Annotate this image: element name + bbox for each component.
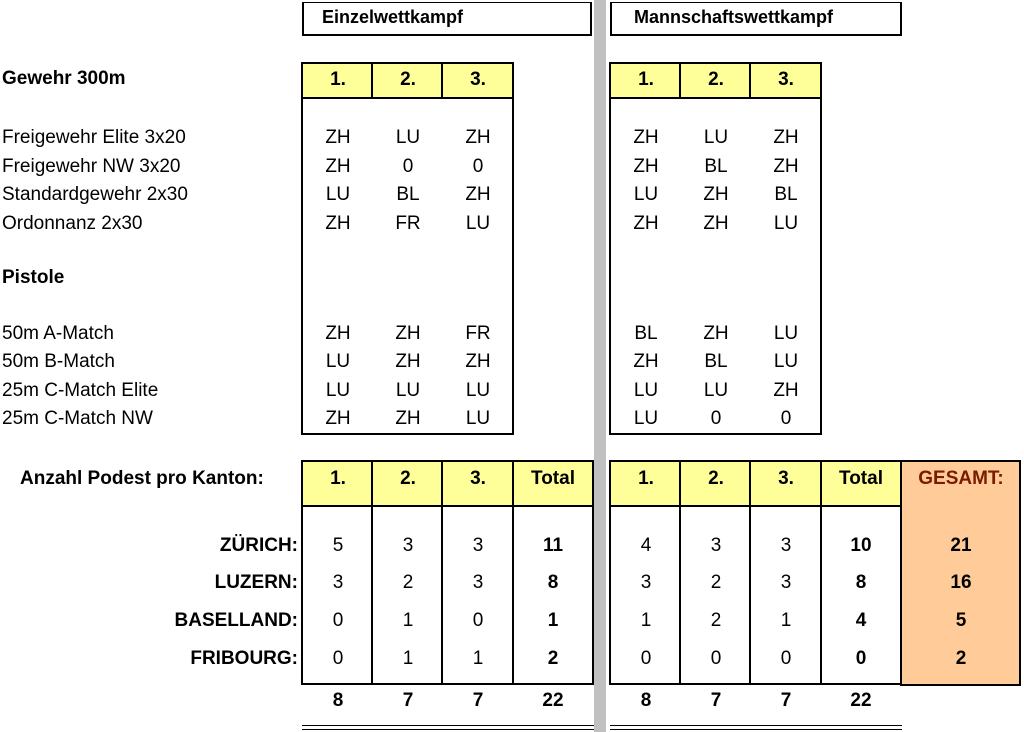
upper-mannschaft-bottom-border: [610, 433, 822, 435]
upper-einzel-header-border: [302, 97, 514, 99]
summary-mannschaft-place-2: 2.: [708, 468, 724, 489]
result-cell: LU: [773, 351, 799, 372]
result-cell: BL: [704, 351, 728, 372]
result-cell: ZH: [633, 127, 659, 148]
count-cell: 3: [780, 572, 792, 593]
count-cell: 0: [710, 648, 722, 669]
result-cell: LU: [633, 380, 659, 401]
count-cell: 2: [402, 572, 414, 593]
column-total: 7: [402, 690, 414, 711]
column-total: 22: [850, 690, 872, 711]
gesamt-cell: 5: [955, 610, 967, 631]
gesamt-header: GESAMT:: [918, 468, 1004, 489]
mannschaft-place-2: 2.: [708, 69, 724, 90]
total-cell: 8: [855, 572, 867, 593]
summary-einzel-top-border: [302, 460, 594, 462]
canton-label: ZÜRICH:: [219, 535, 298, 556]
total-cell: 1: [547, 610, 559, 631]
total-cell: 4: [855, 610, 867, 631]
count-cell: 0: [780, 648, 792, 669]
result-cell: BL: [774, 184, 798, 205]
result-cell: LU: [465, 380, 491, 401]
gesamt-cell: 2: [955, 648, 967, 669]
result-cell: ZH: [325, 408, 351, 429]
result-cell: LU: [325, 380, 351, 401]
result-cell: ZH: [633, 156, 659, 177]
discipline-label: Freigewehr Elite 3x20: [2, 127, 186, 148]
result-cell: ZH: [703, 184, 729, 205]
result-cell: LU: [703, 127, 729, 148]
result-cell: ZH: [773, 380, 799, 401]
count-cell: 1: [402, 610, 414, 631]
result-cell: ZH: [325, 323, 351, 344]
count-cell: 0: [472, 610, 484, 631]
column-total: 7: [710, 690, 722, 711]
canton-label: FRIBOURG:: [190, 648, 298, 669]
result-cell: ZH: [325, 213, 351, 234]
double-underline-einzel: [302, 725, 594, 726]
result-cell: BL: [704, 156, 728, 177]
summary-einzel-bottom-border: [302, 683, 594, 685]
total-cell: 8: [547, 572, 559, 593]
result-cell: 0: [780, 408, 792, 429]
result-cell: LU: [465, 213, 491, 234]
column-total: 8: [640, 690, 652, 711]
einzel-place-3: 3.: [470, 69, 486, 90]
result-cell: 0: [710, 408, 722, 429]
result-cell: ZH: [633, 213, 659, 234]
result-cell: ZH: [465, 127, 491, 148]
count-cell: 0: [640, 648, 652, 669]
count-cell: 1: [640, 610, 652, 631]
result-cell: LU: [633, 408, 659, 429]
result-cell: ZH: [633, 351, 659, 372]
result-cell: ZH: [703, 323, 729, 344]
summary-mannschaft-header-border: [610, 505, 902, 507]
result-cell: FR: [395, 213, 421, 234]
summary-mannschaft-top-border: [610, 460, 902, 462]
upper-mannschaft-top-border: [610, 62, 822, 64]
total-cell: 0: [855, 648, 867, 669]
summary-mannschaft-place-3: 3.: [778, 468, 794, 489]
result-cell: LU: [633, 184, 659, 205]
discipline-label: 25m C-Match NW: [2, 408, 153, 429]
count-cell: 1: [780, 610, 792, 631]
count-cell: 2: [710, 572, 722, 593]
summary-einzel-place-2: 2.: [400, 468, 416, 489]
result-cell: BL: [634, 323, 658, 344]
count-cell: 0: [332, 648, 344, 669]
result-cell: ZH: [773, 156, 799, 177]
total-cell: 10: [850, 535, 872, 556]
einzel-header: Einzelwettkampf: [322, 7, 464, 27]
column-total: 7: [780, 690, 792, 711]
count-cell: 3: [472, 535, 484, 556]
mannschaft-place-1: 1.: [638, 69, 654, 90]
result-cell: LU: [325, 184, 351, 205]
count-cell: 3: [710, 535, 722, 556]
column-total: 22: [542, 690, 564, 711]
upper-mannschaft-header-border: [610, 97, 822, 99]
total-cell: 11: [542, 535, 564, 556]
result-cell: LU: [773, 213, 799, 234]
count-cell: 3: [640, 572, 652, 593]
double-underline-mannschaft: [610, 729, 902, 730]
count-cell: 3: [402, 535, 414, 556]
result-cell: LU: [703, 380, 729, 401]
gesamt-cell: 21: [950, 535, 972, 556]
result-cell: ZH: [325, 127, 351, 148]
upper-einzel-top-border: [302, 62, 514, 64]
total-cell: 2: [547, 648, 559, 669]
result-cell: LU: [465, 408, 491, 429]
result-cell: ZH: [465, 351, 491, 372]
result-cell: ZH: [395, 351, 421, 372]
result-cell: ZH: [395, 408, 421, 429]
result-cell: 0: [402, 156, 414, 177]
count-cell: 3: [780, 535, 792, 556]
count-cell: 4: [640, 535, 652, 556]
result-cell: ZH: [325, 156, 351, 177]
discipline-label: Standardgewehr 2x30: [2, 184, 188, 205]
discipline-label: 50m A-Match: [2, 323, 114, 344]
result-cell: FR: [465, 323, 491, 344]
column-separator: [594, 0, 606, 732]
discipline-label: 25m C-Match Elite: [2, 380, 159, 401]
summary-title: Anzahl Podest pro Kanton:: [20, 468, 264, 489]
summary-einzel-place-3: 3.: [470, 468, 486, 489]
upper-einzel-bottom-border: [302, 433, 514, 435]
canton-label: LUZERN:: [214, 572, 298, 593]
count-cell: 1: [402, 648, 414, 669]
result-cell: ZH: [703, 213, 729, 234]
double-underline-mannschaft: [610, 725, 902, 726]
count-cell: 3: [332, 572, 344, 593]
gesamt-cell: 16: [950, 572, 972, 593]
discipline-label: 50m B-Match: [2, 351, 115, 372]
result-cell: ZH: [773, 127, 799, 148]
column-total: 7: [472, 690, 484, 711]
canton-label: BASELLAND:: [174, 610, 298, 631]
summary-mannschaft-place-1: 1.: [638, 468, 654, 489]
count-cell: 3: [472, 572, 484, 593]
summary-mannschaft-bottom-border: [610, 683, 902, 685]
result-cell: ZH: [465, 184, 491, 205]
result-cell: LU: [395, 380, 421, 401]
mannschaft-header: Mannschaftswettkampf: [634, 7, 834, 27]
summary-einzel-place-1: 1.: [330, 468, 346, 489]
section-title-gewehr: Gewehr 300m: [2, 68, 126, 89]
section-title-pistole: Pistole: [2, 267, 65, 288]
summary-einzel-header-border: [302, 505, 594, 507]
result-cell: LU: [395, 127, 421, 148]
einzel-place-1: 1.: [330, 69, 346, 90]
result-cell: 0: [472, 156, 484, 177]
double-underline-einzel: [302, 729, 594, 730]
count-cell: 0: [332, 610, 344, 631]
count-cell: 5: [332, 535, 344, 556]
column-total: 8: [332, 690, 344, 711]
result-cell: LU: [325, 351, 351, 372]
discipline-label: Freigewehr NW 3x20: [2, 156, 181, 177]
discipline-label: Ordonnanz 2x30: [2, 213, 143, 234]
summary-mannschaft-total-header: Total: [839, 468, 883, 489]
summary-einzel-total-header: Total: [531, 468, 575, 489]
result-cell: LU: [773, 323, 799, 344]
result-cell: ZH: [395, 323, 421, 344]
mannschaft-place-3: 3.: [778, 69, 794, 90]
result-cell: BL: [396, 184, 420, 205]
count-cell: 1: [472, 648, 484, 669]
einzel-place-2: 2.: [400, 69, 416, 90]
count-cell: 2: [710, 610, 722, 631]
